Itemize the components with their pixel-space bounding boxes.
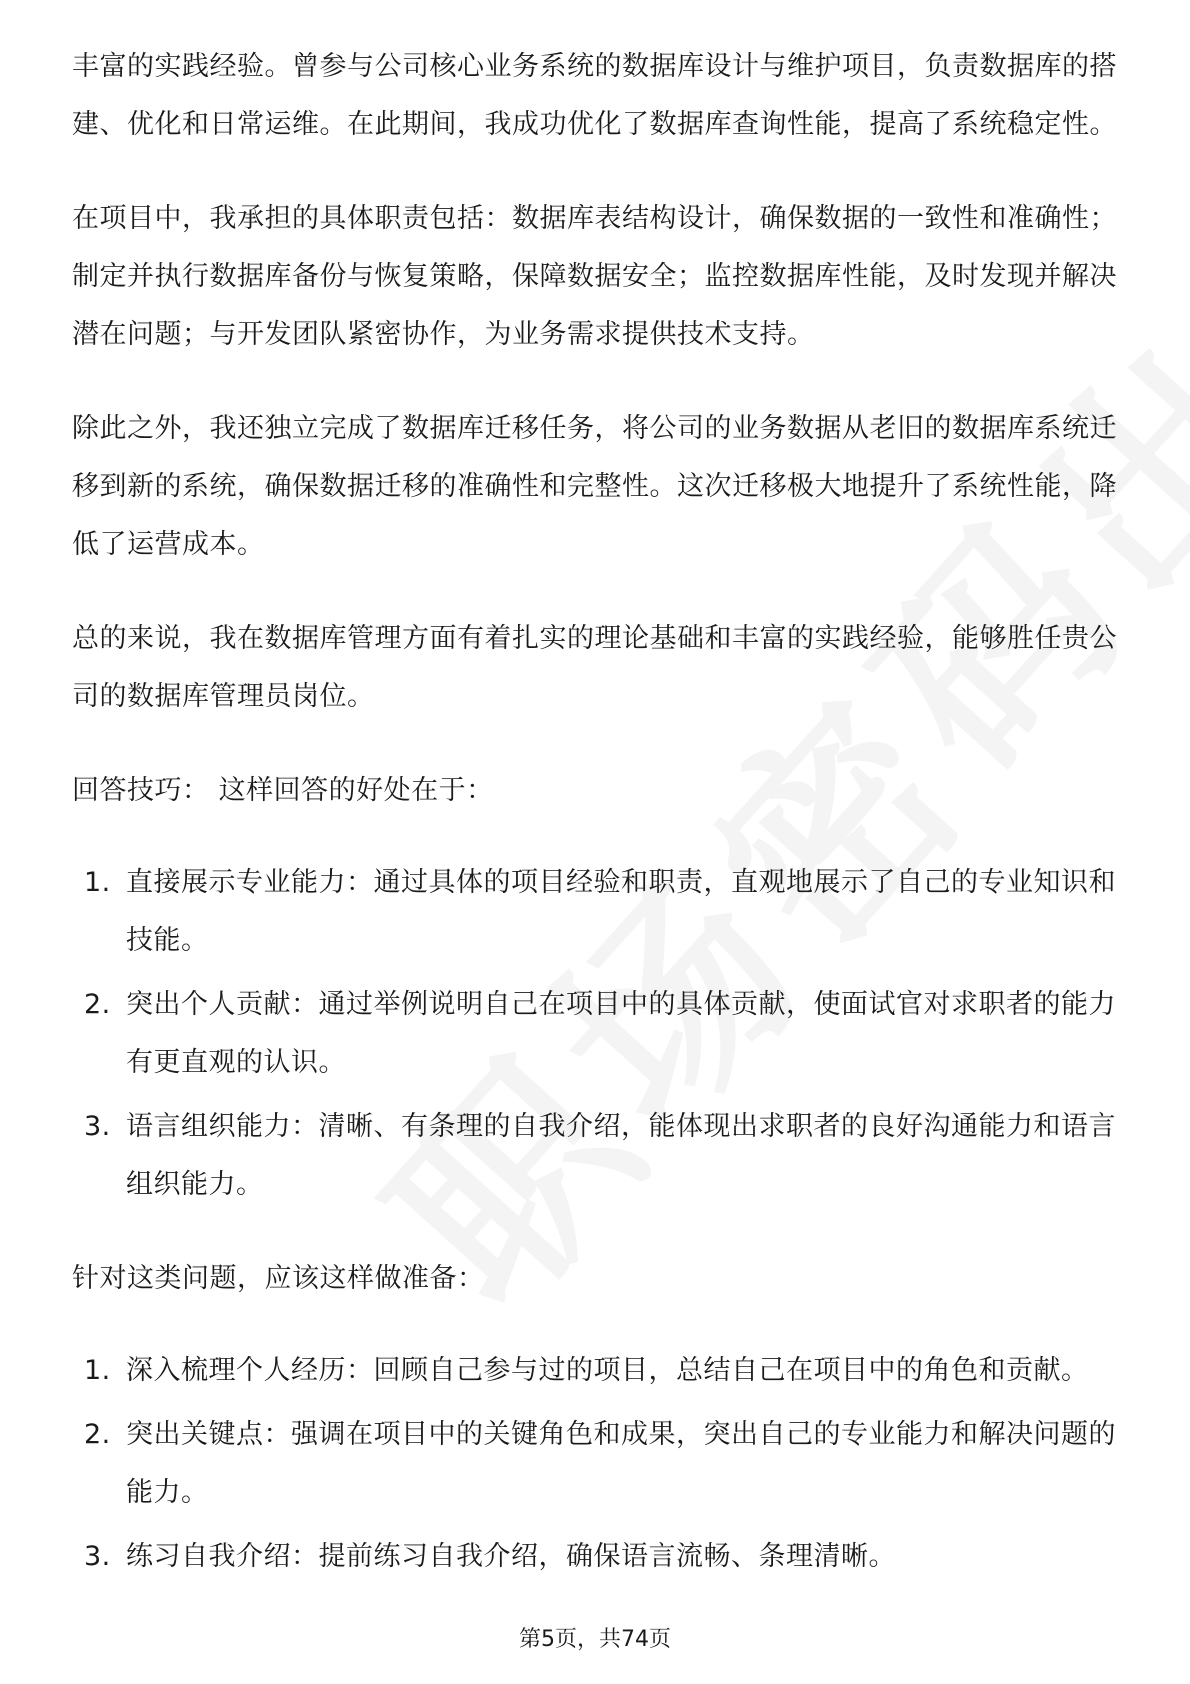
tips-list — [72, 854, 1118, 1214]
list-item — [72, 1406, 1118, 1522]
list-number: 1. — [84, 1355, 111, 1386]
tips-heading: 回答技巧： 这样回答的好处在于： — [72, 775, 494, 806]
list-item — [72, 1098, 1118, 1214]
list-item-text: 直接展示专业能力：通过具体的项目经验和职责，直观地展示了自己的专业知识和技能。 — [126, 867, 1116, 956]
list-item — [72, 1528, 1118, 1586]
prep-list — [72, 1342, 1118, 1586]
list-item — [72, 976, 1118, 1092]
page-footer: 第5页，共74页 — [519, 1627, 671, 1652]
list-number: 3. — [84, 1541, 111, 1572]
paragraph-migration: 除此之外，我还独立完成了数据库迁移任务，将公司的业务数据从老旧的数据库系统迁移到新的系统，确保数据迁移的准确性和完整性。这次迁移极大地提升了系统性能，降低了运营成本。 — [72, 413, 1117, 560]
prep-heading: 针对这类问题，应该这样做准备： — [72, 1263, 485, 1294]
list-number: 3. — [84, 1111, 111, 1142]
list-number: 1. — [84, 867, 111, 898]
list-item-text: 练习自我介绍：提前练习自我介绍，确保语言流畅、条理清晰。 — [126, 1541, 896, 1572]
paragraph-experience: 丰富的实践经验。曾参与公司核心业务系统的数据库设计与维护项目，负责数据库的搭建、优化和日常运维。在此期间，我成功优化了数据库查询性能，提高了系统稳定性。 — [72, 51, 1117, 140]
list-item-text: 深入梳理个人经历：回顾自己参与过的项目，总结自己在项目中的角色和贡献。 — [126, 1355, 1089, 1386]
list-number: 2. — [84, 1419, 111, 1450]
paragraph-summary: 总的来说，我在数据库管理方面有着扎实的理论基础和丰富的实践经验，能够胜任贵公司的数据库管理员岗位。 — [72, 623, 1117, 712]
list-item — [72, 1342, 1118, 1400]
list-number: 2. — [84, 989, 111, 1020]
list-item — [72, 854, 1118, 970]
paragraph-responsibilities: 在项目中，我承担的具体职责包括：数据库表结构设计，确保数据的一致性和准确性；制定并执行数据库备份与恢复策略，保障数据安全；监控数据库性能，及时发现并解决潜在问题；与开发团队紧密协作，为业务需求提供技术支持。 — [72, 203, 1117, 350]
list-item-text: 语言组织能力：清晰、有条理的自我介绍，能体现出求职者的良好沟通能力和语言组织能力。 — [126, 1111, 1116, 1200]
list-item-text: 突出个人贡献：通过举例说明自己在项目中的具体贡献，使面试官对求职者的能力有更直观的认识。 — [126, 989, 1116, 1078]
list-item-text: 突出关键点：强调在项目中的关键角色和成果，突出自己的专业能力和解决问题的能力。 — [126, 1419, 1116, 1508]
document-page — [72, 38, 1118, 1622]
